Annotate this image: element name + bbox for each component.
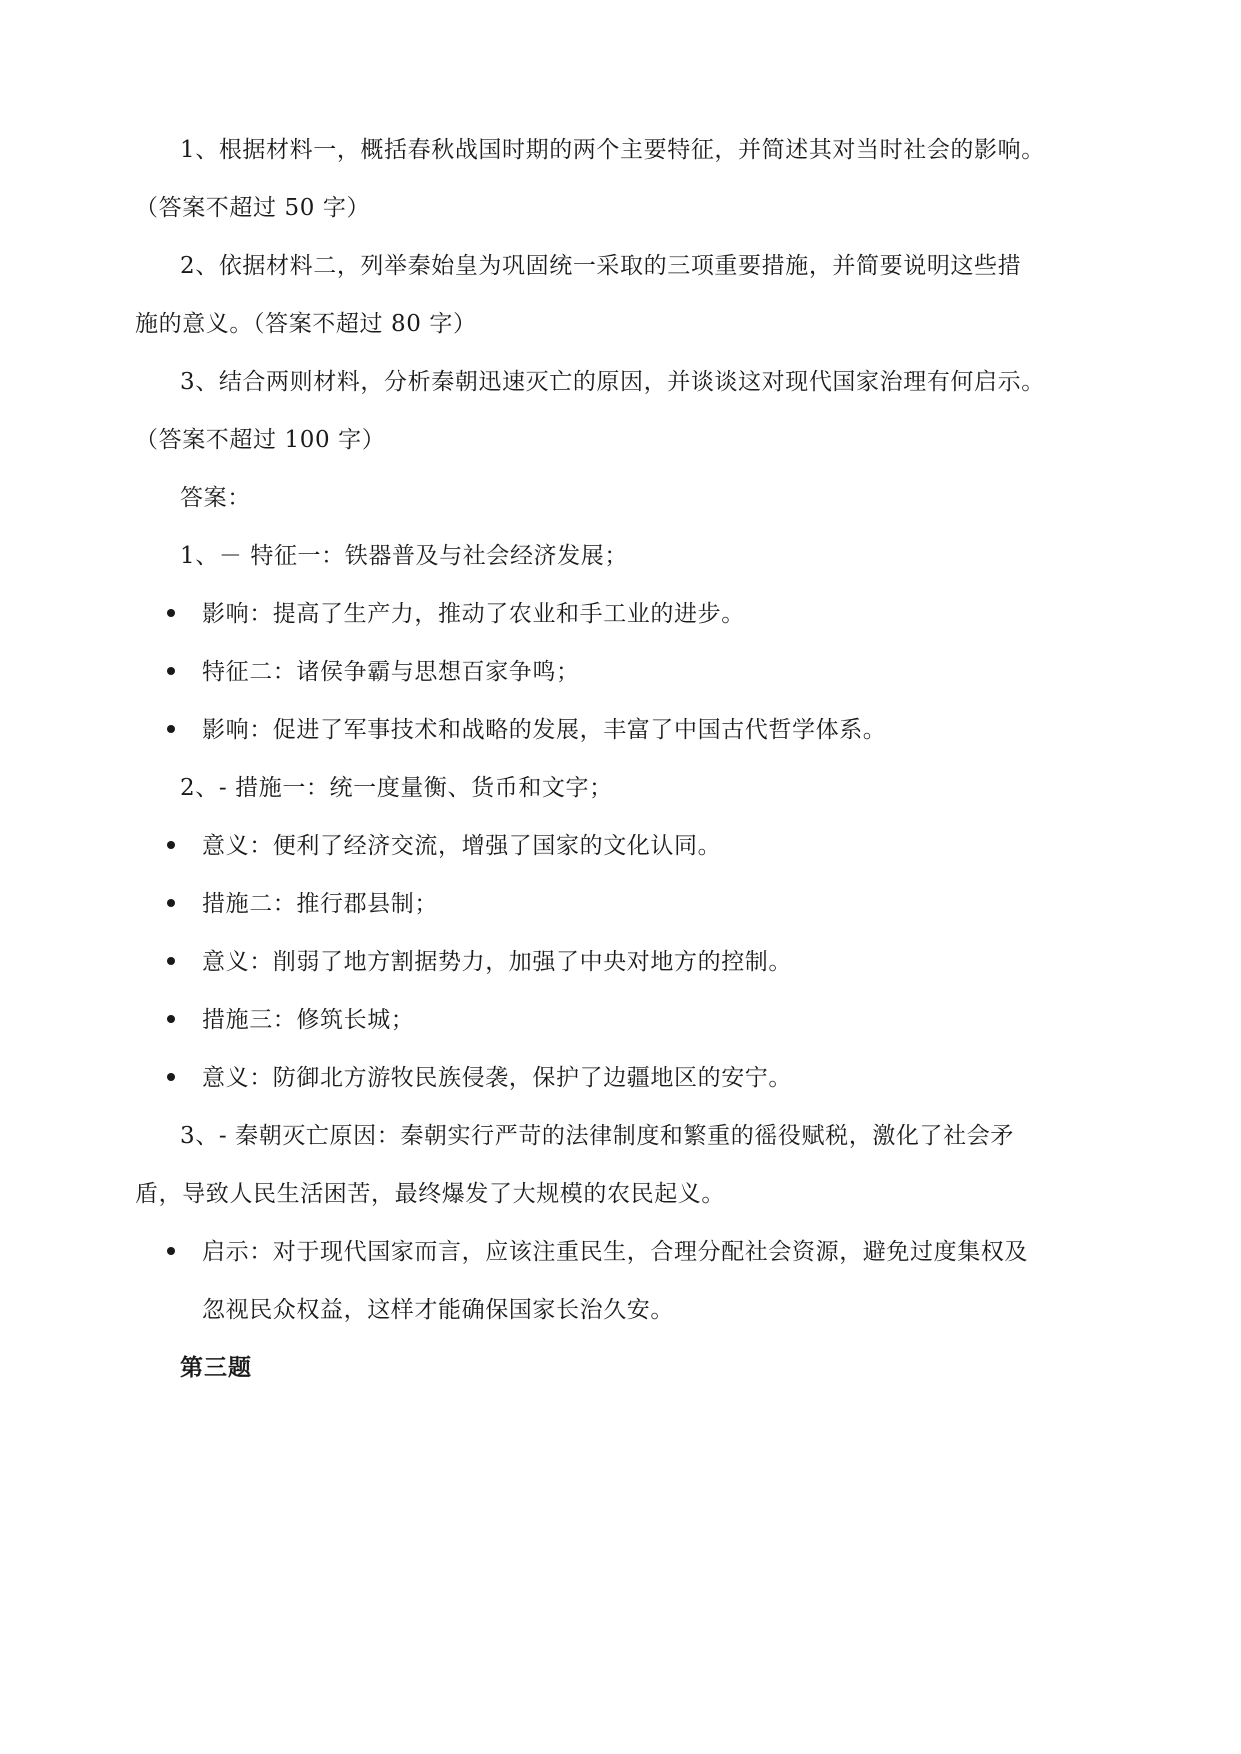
list-item: 启示：对于现代国家而言，应该注重民生，合理分配社会资源，避免过度集权及 [202, 1239, 1028, 1265]
bullet-icon [167, 1247, 175, 1255]
bullet-icon [167, 609, 175, 617]
list-item: 意义：削弱了地方割据势力，加强了中央对地方的控制。 [202, 949, 792, 975]
answer-1-intro: 1、－ 特征一：铁器普及与社会经济发展； [180, 543, 628, 569]
list-item: 影响：提高了生产力，推动了农业和手工业的进步。 [202, 601, 745, 627]
bullet-icon [167, 957, 175, 965]
list-item: 意义：便利了经济交流，增强了国家的文化认同。 [202, 833, 722, 859]
list-item: 意义：防御北方游牧民族侵袭，保护了边疆地区的安宁。 [202, 1065, 792, 1091]
question-2-line-2: 施的意义。（答案不超过 80 字） [135, 311, 477, 337]
bullet-icon [167, 1073, 175, 1081]
question-1-line-2: （答案不超过 50 字） [135, 195, 371, 221]
answer-label: 答案： [180, 485, 251, 511]
bullet-icon [167, 1015, 175, 1023]
answer-3-line-1: 3、- 秦朝灭亡原因：秦朝实行严苛的法律制度和繁重的徭役赋税，激化了社会矛 [180, 1123, 1014, 1149]
question-3-line-2: （答案不超过 100 字） [135, 427, 386, 453]
bullet-icon [167, 899, 175, 907]
list-item: 措施二：推行郡县制； [202, 891, 438, 917]
answer-3-line-2: 盾，导致人民生活困苦，最终爆发了大规模的农民起义。 [135, 1181, 725, 1207]
list-item-continuation: 忽视民众权益，这样才能确保国家长治久安。 [202, 1297, 674, 1323]
question-2-line-1: 2、依据材料二，列举秦始皇为巩固统一采取的三项重要措施，并简要说明这些措 [180, 253, 1022, 279]
question-3-line-1: 3、结合两则材料，分析秦朝迅速灭亡的原因，并谈谈这对现代国家治理有何启示。 [180, 369, 1045, 395]
bullet-icon [167, 667, 175, 675]
question-1-line-1: 1、根据材料一，概括春秋战国时期的两个主要特征，并简述其对当时社会的影响。 [180, 137, 1045, 163]
list-item: 措施三：修筑长城； [202, 1007, 415, 1033]
answer-2-intro: 2、- 措施一：统一度量衡、货币和文字； [180, 775, 613, 801]
list-item: 影响：促进了军事技术和战略的发展，丰富了中国古代哲学体系。 [202, 717, 887, 743]
bullet-icon [167, 725, 175, 733]
list-item: 特征二：诸侯争霸与思想百家争鸣； [202, 659, 580, 685]
bullet-icon [167, 841, 175, 849]
section-heading: 第三题 [180, 1355, 252, 1381]
